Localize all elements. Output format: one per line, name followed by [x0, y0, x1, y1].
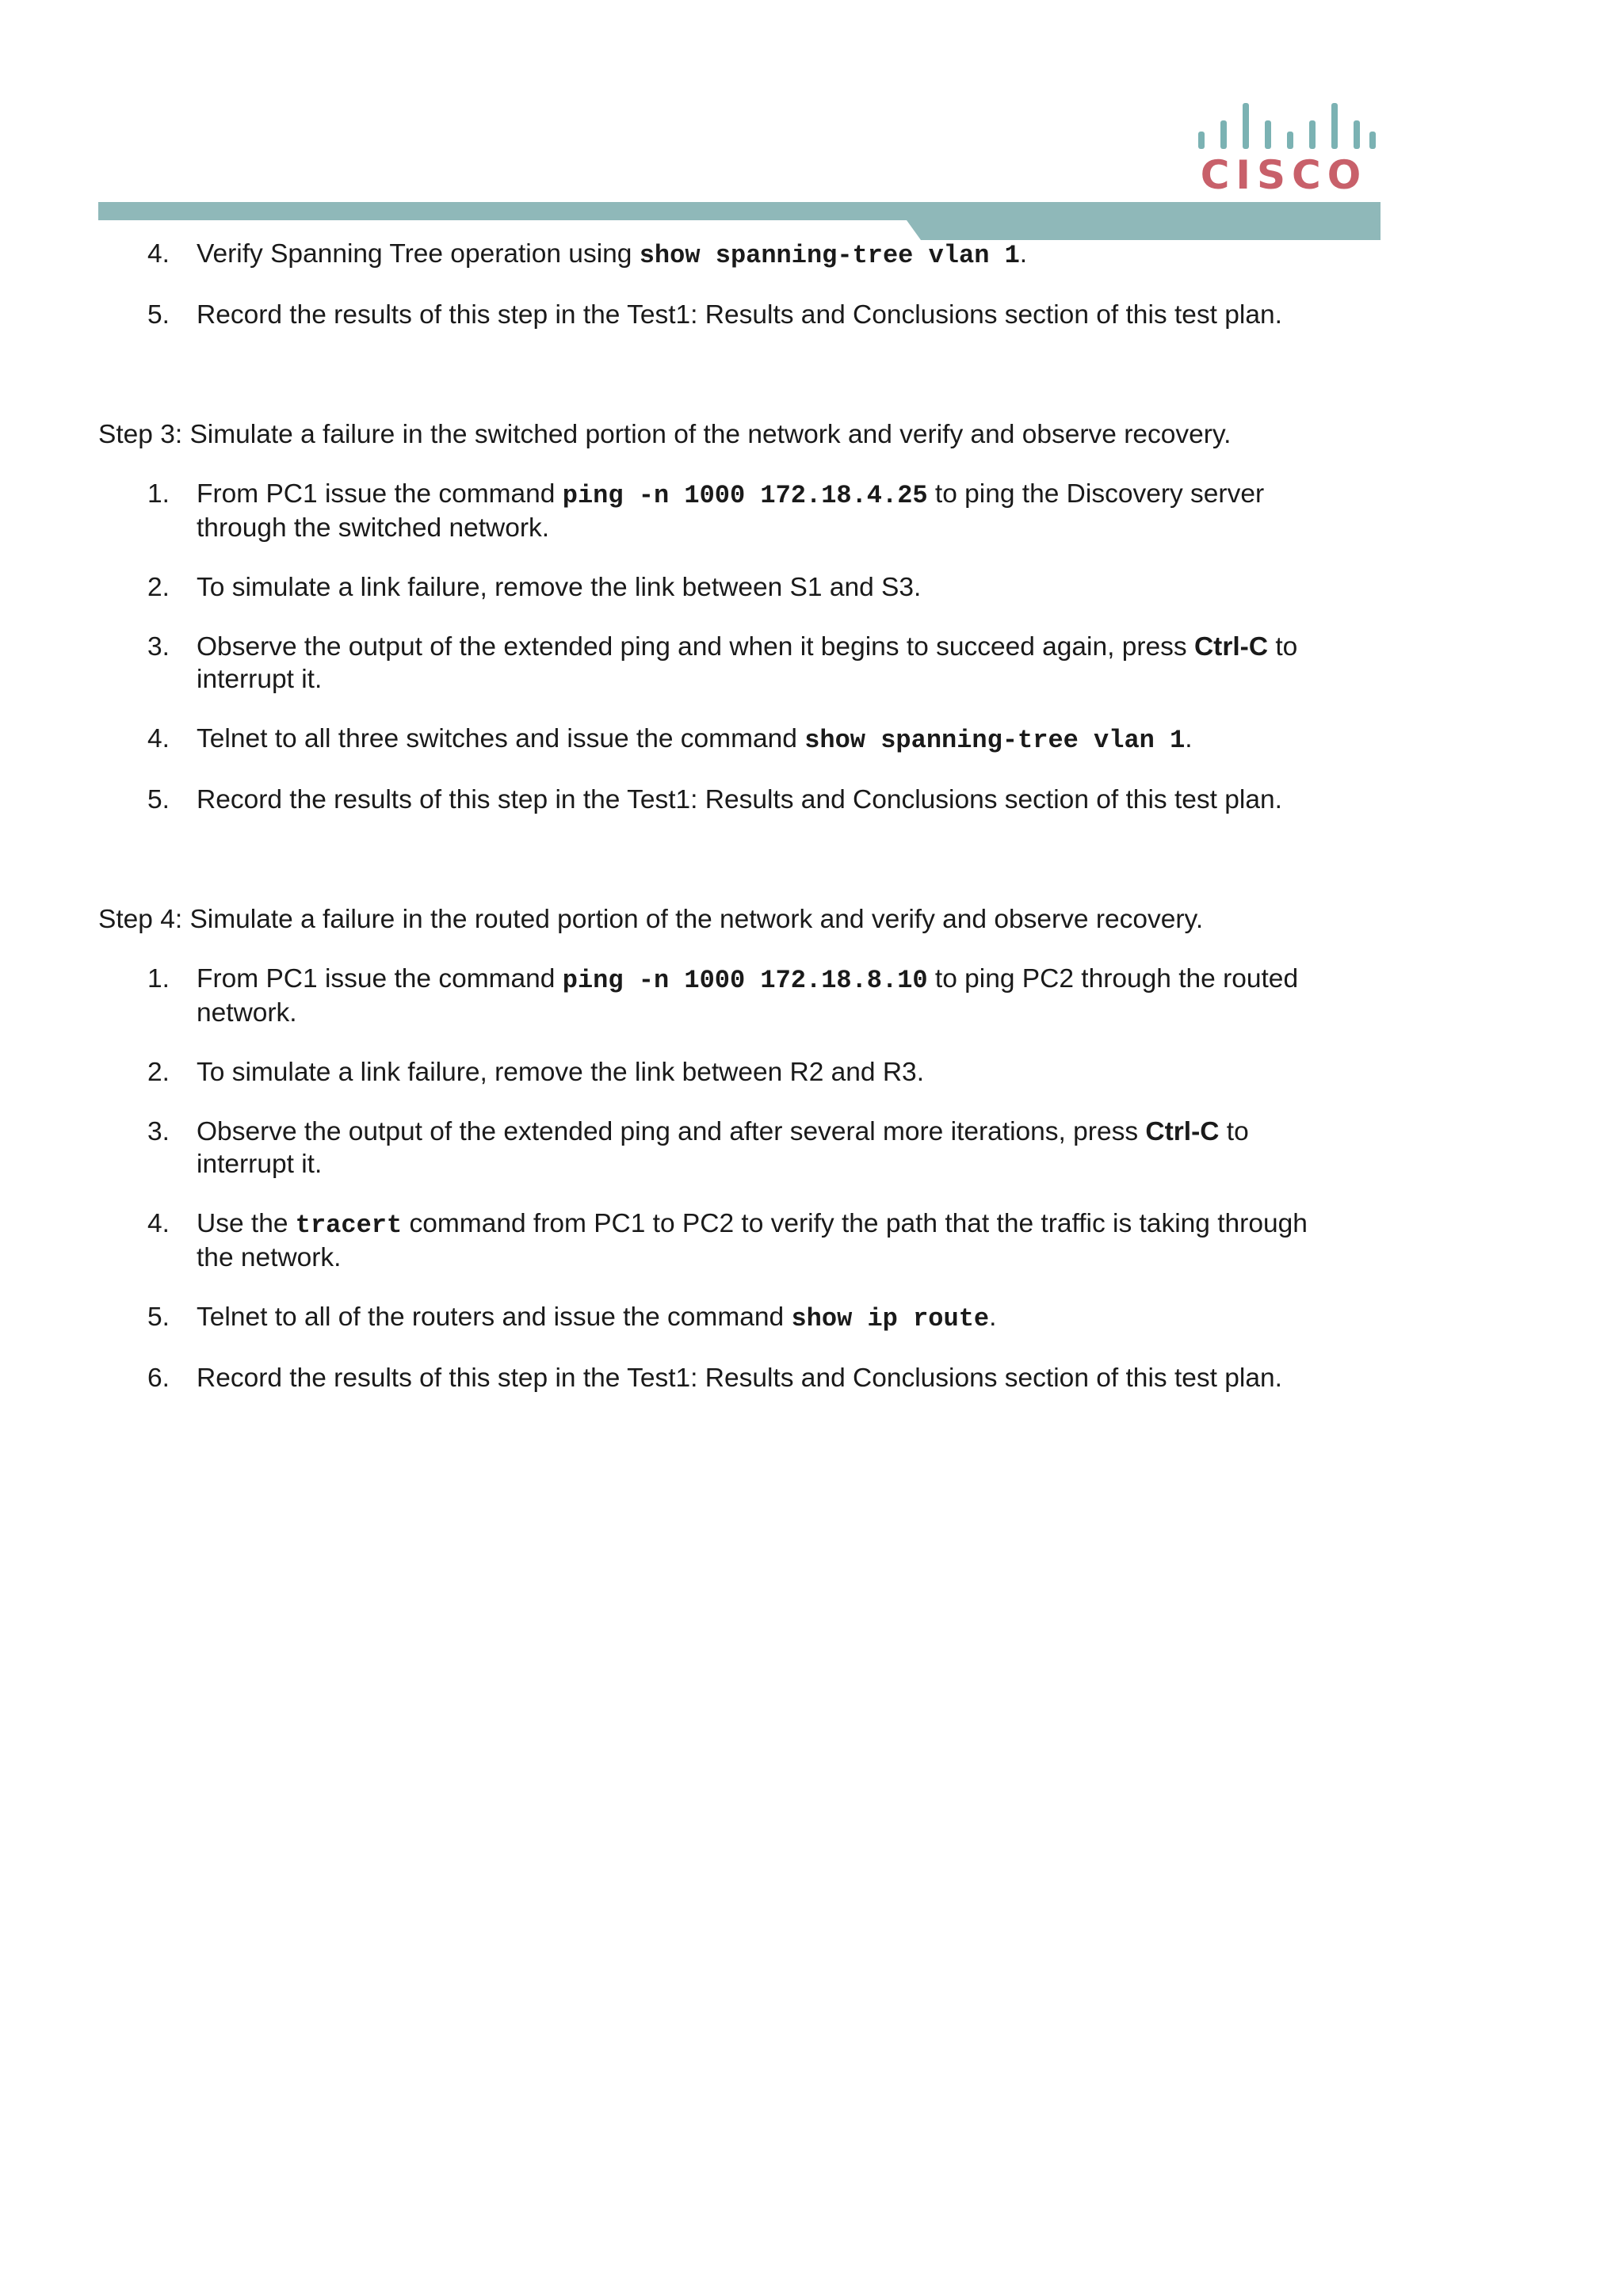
- item-text: From PC1 issue the command: [197, 964, 563, 994]
- item-number: 2.: [147, 1058, 170, 1087]
- item-text: network.: [197, 998, 297, 1028]
- item-text: Observe the output of the extended ping and after several more iterations, press: [197, 1117, 1146, 1146]
- list-item: [98, 1301, 1382, 1335]
- list-item: [98, 1207, 1382, 1274]
- list-item: [98, 784, 1382, 816]
- item-number: 5.: [147, 1302, 170, 1332]
- step4-heading: Step 4: Simulate a failure in the routed portion of the network and verify and observe recovery.: [98, 905, 1204, 934]
- item-text: to ping the Discovery server: [927, 479, 1265, 509]
- intro-list: [98, 238, 1382, 331]
- item-number: 5.: [147, 300, 170, 330]
- list-item: [98, 1056, 1382, 1089]
- list-item: [98, 963, 1382, 1029]
- item-text: interrupt it.: [197, 1150, 323, 1179]
- item-text: Verify Spanning Tree operation using: [197, 239, 640, 269]
- step3-heading: Step 3: Simulate a failure in the switched portion of the network and verify and observe recovery.: [98, 420, 1232, 449]
- list-item: [98, 571, 1382, 604]
- list-item: [98, 1116, 1382, 1180]
- item-keyword: Ctrl-C: [1193, 632, 1269, 662]
- item-text: Record the results of this step in the Test1: Results and Conclusions section of this test plan.: [197, 785, 1282, 814]
- item-text: Telnet to all three switches and issue the command: [197, 724, 805, 753]
- item-text: To simulate a link failure, remove the link between R2 and R3.: [197, 1058, 924, 1087]
- list-item: [98, 723, 1382, 757]
- cisco-logo-bars-icon: [1195, 93, 1373, 149]
- item-text: .: [989, 1302, 997, 1332]
- list-item: [98, 1362, 1382, 1394]
- document-body: [98, 238, 1382, 1421]
- item-text: From PC1 issue the command: [197, 479, 563, 509]
- item-number: 1.: [147, 479, 170, 509]
- item-number: 4.: [147, 239, 170, 269]
- item-text: To simulate a link failure, remove the link between S1 and S3.: [197, 573, 922, 602]
- cisco-logo-text: CISCO: [1200, 152, 1368, 198]
- item-number: 4.: [147, 1209, 170, 1238]
- item-number: 6.: [147, 1363, 170, 1393]
- item-number: 2.: [147, 573, 170, 602]
- item-keyword: Ctrl-C: [1145, 1117, 1220, 1146]
- item-number: 1.: [147, 964, 170, 994]
- item-text: command from PC1 to PC2 to verify the path that the traffic is taking through: [402, 1209, 1308, 1238]
- item-command: show spanning-tree vlan 1: [639, 241, 1020, 270]
- step4-list: [98, 963, 1382, 1394]
- item-text: .: [1185, 724, 1193, 753]
- item-text: to: [1219, 1117, 1249, 1146]
- list-item: [98, 299, 1382, 331]
- item-text: Use the: [197, 1209, 296, 1238]
- item-text: .: [1019, 239, 1028, 269]
- item-command: ping -n 1000 172.18.4.25: [562, 481, 928, 510]
- item-text: the network.: [197, 1243, 342, 1272]
- step3-list: [98, 478, 1382, 816]
- item-number: 3.: [147, 1117, 170, 1146]
- item-command: tracert: [295, 1211, 403, 1240]
- item-command: ping -n 1000 172.18.8.10: [562, 966, 928, 995]
- item-number: 3.: [147, 632, 170, 662]
- item-text: Observe the output of the extended ping and when it begins to succeed again, press: [197, 632, 1194, 662]
- cisco-logo: [1189, 93, 1379, 196]
- item-text: to: [1268, 632, 1298, 662]
- item-text: to ping PC2 through the routed: [927, 964, 1299, 994]
- item-number: 4.: [147, 724, 170, 753]
- list-item: [98, 631, 1382, 696]
- item-command: show spanning-tree vlan 1: [804, 726, 1186, 755]
- list-item: [98, 478, 1382, 544]
- header-band: [98, 202, 1381, 240]
- item-text: Record the results of this step in the Test1: Results and Conclusions section of this test plan.: [197, 300, 1282, 330]
- item-text: through the switched network.: [197, 513, 550, 543]
- list-item: [98, 238, 1382, 272]
- item-text: Record the results of this step in the Test1: Results and Conclusions section of this test plan.: [197, 1363, 1282, 1393]
- item-number: 5.: [147, 785, 170, 814]
- item-command: show ip route: [791, 1304, 990, 1333]
- item-text: Telnet to all of the routers and issue the command: [197, 1302, 792, 1332]
- item-text: interrupt it.: [197, 665, 323, 694]
